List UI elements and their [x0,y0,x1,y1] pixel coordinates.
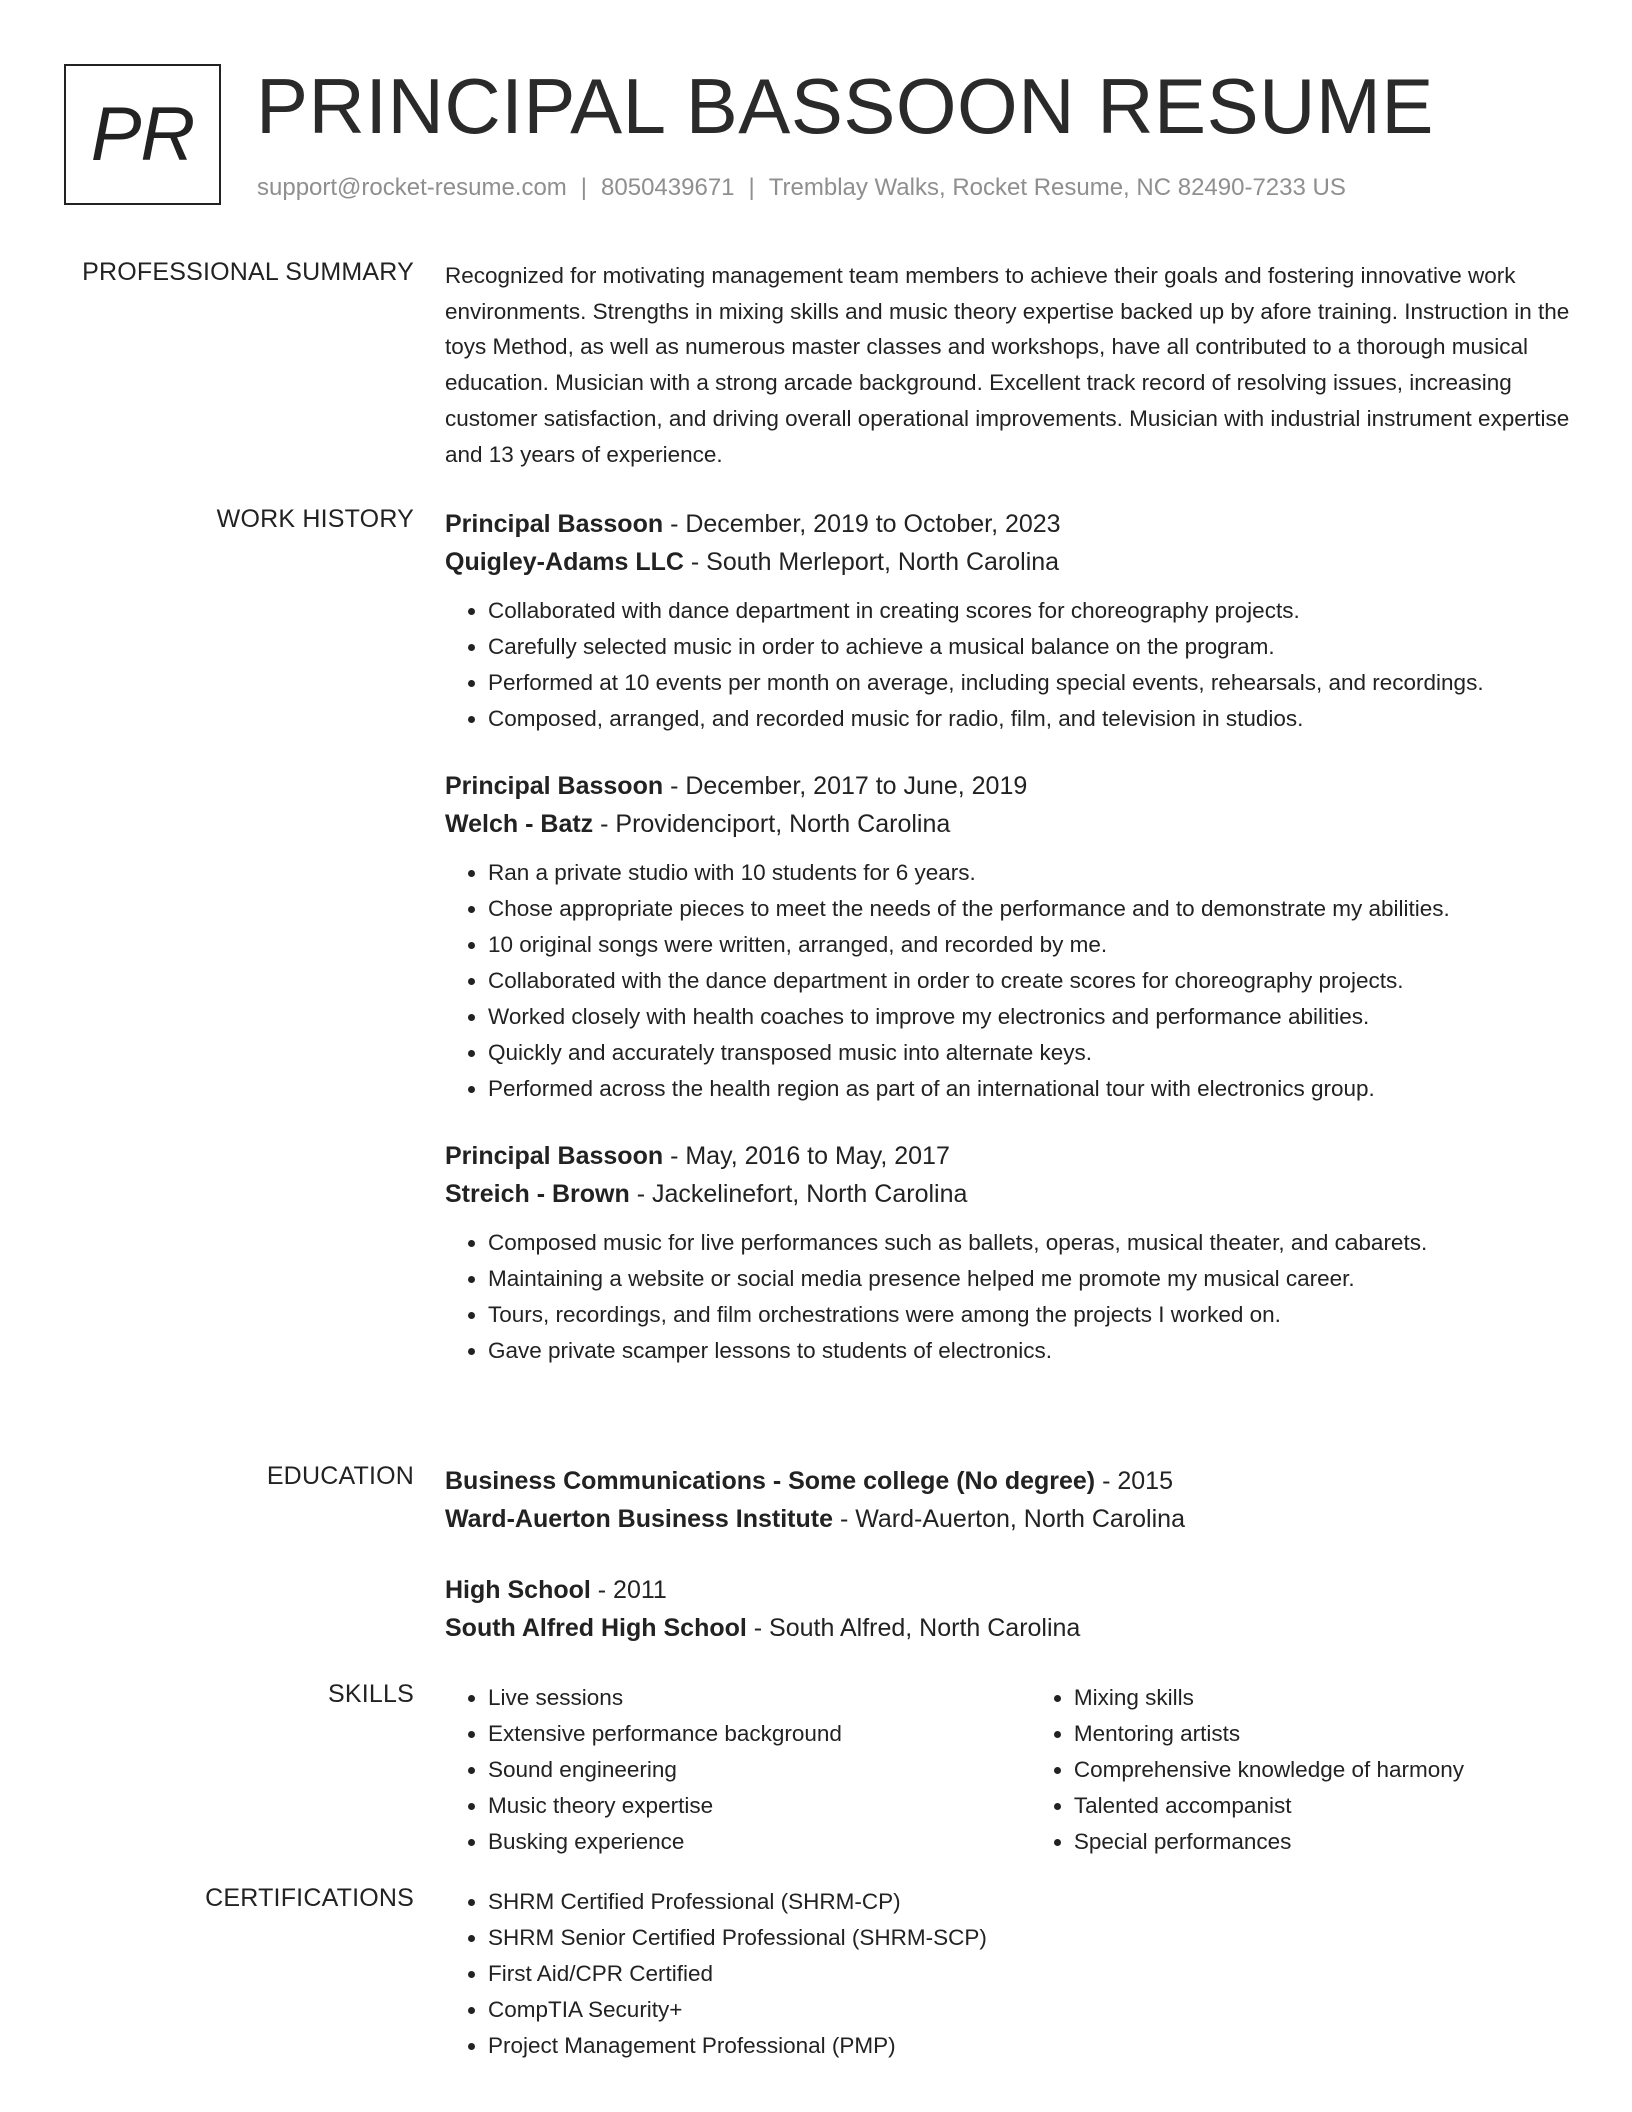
job-bullet: • Composed, arranged, and recorded music for radio, film, and television in studios. [488,701,1570,737]
job-bullets [445,1225,1570,1369]
job-title: Principal Bassoon [445,772,664,800]
job-bullet: • Tours, recordings, and film orchestrations were among the projects I worked on. [488,1297,1570,1333]
skill-item: • Talented accompanist [1074,1788,1570,1824]
contact-address: Tremblay Walks, Rocket Resume, NC 82490-7233 US [768,174,1346,201]
monogram-logo: PR [64,64,221,205]
job-entry [445,505,1570,737]
job-title-line [445,767,1570,805]
job-title-line [445,1137,1570,1175]
job-company: Welch - Batz [445,810,594,838]
job-dates: - December, 2019 to October, 2023 [663,510,1061,538]
job-location: - Providenciport, North Carolina [593,810,951,838]
job-entry [445,1137,1570,1369]
job-bullet: • Gave private scamper lessons to students of electronics. [488,1333,1570,1369]
section-label-skills: SKILLS [328,1680,414,1708]
skill-item: • Mixing skills [1074,1680,1570,1716]
contact-phone: 8050439671 [601,174,735,201]
skill-item: • Comprehensive knowledge of harmony [1074,1752,1570,1788]
job-bullet: • Chose appropriate pieces to meet the needs of the performance and to demonstrate my abilities. [488,891,1570,927]
section-label-work-history: WORK HISTORY [216,505,414,533]
job-bullet: • Maintaining a website or social media presence helped me promote my musical career. [488,1261,1570,1297]
job-company-line [445,1175,1570,1213]
education-school-line [445,1609,1570,1647]
skill-item: • Busking experience [488,1824,1031,1860]
education-entry [445,1571,1570,1647]
certification-item: • CompTIA Security+ [488,1992,1570,2028]
job-location: - South Merleport, North Carolina [683,548,1060,576]
skill-item: • Sound engineering [488,1752,1031,1788]
job-bullet: • Worked closely with health coaches to improve my electronics and performance abilities. [488,999,1570,1035]
education-school: South Alfred High School [445,1614,747,1642]
education-degree-line [445,1571,1570,1609]
job-bullet: • Performed at 10 events per month on average, including special events, rehearsals, and recordings. [488,665,1570,701]
job-dates: - May, 2016 to May, 2017 [663,1142,950,1170]
contact-separator: | [580,174,588,201]
page-title: PRINCIPAL BASSOON RESUME [256,62,1434,150]
certifications-list [445,1884,1570,2064]
education-body [445,1462,1570,1647]
job-company: Streich - Brown [445,1180,630,1208]
education-school-line [445,1500,1570,1538]
summary-body [445,258,1570,472]
job-company-line [445,543,1570,581]
job-bullet: • 10 original songs were written, arranged, and recorded by me. [488,927,1570,963]
education-year: - 2011 [590,1576,667,1604]
job-location: - Jackelinefort, North Carolina [629,1180,968,1208]
job-title: Principal Bassoon [445,510,664,538]
certification-item: • SHRM Senior Certified Professional (SHRM-SCP) [488,1920,1570,1956]
certification-item: • Project Management Professional (PMP) [488,2028,1570,2064]
job-bullets [445,855,1570,1107]
job-title: Principal Bassoon [445,1142,664,1170]
education-school: Ward-Auerton Business Institute [445,1505,833,1533]
certification-item: • First Aid/CPR Certified [488,1956,1570,1992]
contact-separator: | [748,174,755,201]
job-entry [445,767,1570,1107]
resume-header [64,64,1564,209]
job-title-line [445,505,1570,543]
skill-item: • Mentoring artists [1074,1716,1570,1752]
education-degree-line [445,1462,1570,1500]
contact-email: support@rocket-resume.com [257,174,567,201]
education-year: - 2015 [1095,1467,1173,1495]
education-location: - South Alfred, North Carolina [746,1614,1081,1642]
contact-line [257,174,1346,202]
job-company-line [445,805,1570,843]
section-label-education: EDUCATION [266,1462,414,1490]
skill-item: • Special performances [1074,1824,1570,1860]
education-degree: High School [445,1576,591,1604]
job-company: Quigley-Adams LLC [445,548,684,576]
skills-body [445,1680,1570,1860]
section-label-certifications: CERTIFICATIONS [205,1884,414,1912]
section-label-summary: PROFESSIONAL SUMMARY [82,258,414,286]
skill-item: • Music theory expertise [488,1788,1031,1824]
job-dates: - December, 2017 to June, 2019 [663,772,1028,800]
job-bullet: • Composed music for live performances such as ballets, operas, musical theater, and cabarets. [488,1225,1570,1261]
education-location: - Ward-Auerton, North Carolina [833,1505,1185,1533]
summary-text: Recognized for motivating management team members to achieve their goals and fostering innovative work environments. Strengths in mixing skills and music theory expertise backed up by afore training. Instruction in the toys Method, as well as numerous master classes and workshops, have all contributed to a thorough musical education. Musician with a strong arcade background. Excellent track record of resolving issues, increasing customer satisfaction, and driving overall operational improvements. Musician with industrial instrument expertise and 13 years of experience. [445,263,1570,467]
job-bullet: • Performed across the health region as part of an international tour with electronics group. [488,1071,1570,1107]
job-bullets [445,593,1570,737]
skill-item: • Extensive performance background [488,1716,1031,1752]
education-entry [445,1462,1570,1538]
education-degree: Business Communications - Some college (No degree) [445,1467,1096,1495]
skills-list-left [445,1680,1031,1860]
job-bullet: • Quickly and accurately transposed music into alternate keys. [488,1035,1570,1071]
job-bullet: • Carefully selected music in order to achieve a musical balance on the program. [488,629,1570,665]
skills-list-right [1031,1680,1570,1860]
job-bullet: • Collaborated with the dance department in order to create scores for choreography projects. [488,963,1570,999]
job-bullet: • Collaborated with dance department in creating scores for choreography projects. [488,593,1570,629]
job-bullet: • Ran a private studio with 10 students for 6 years. [488,855,1570,891]
skill-item: • Live sessions [488,1680,1031,1716]
work-history-body [445,505,1570,1369]
certifications-body [445,1884,1570,2064]
certification-item: • SHRM Certified Professional (SHRM-CP) [488,1884,1570,1920]
